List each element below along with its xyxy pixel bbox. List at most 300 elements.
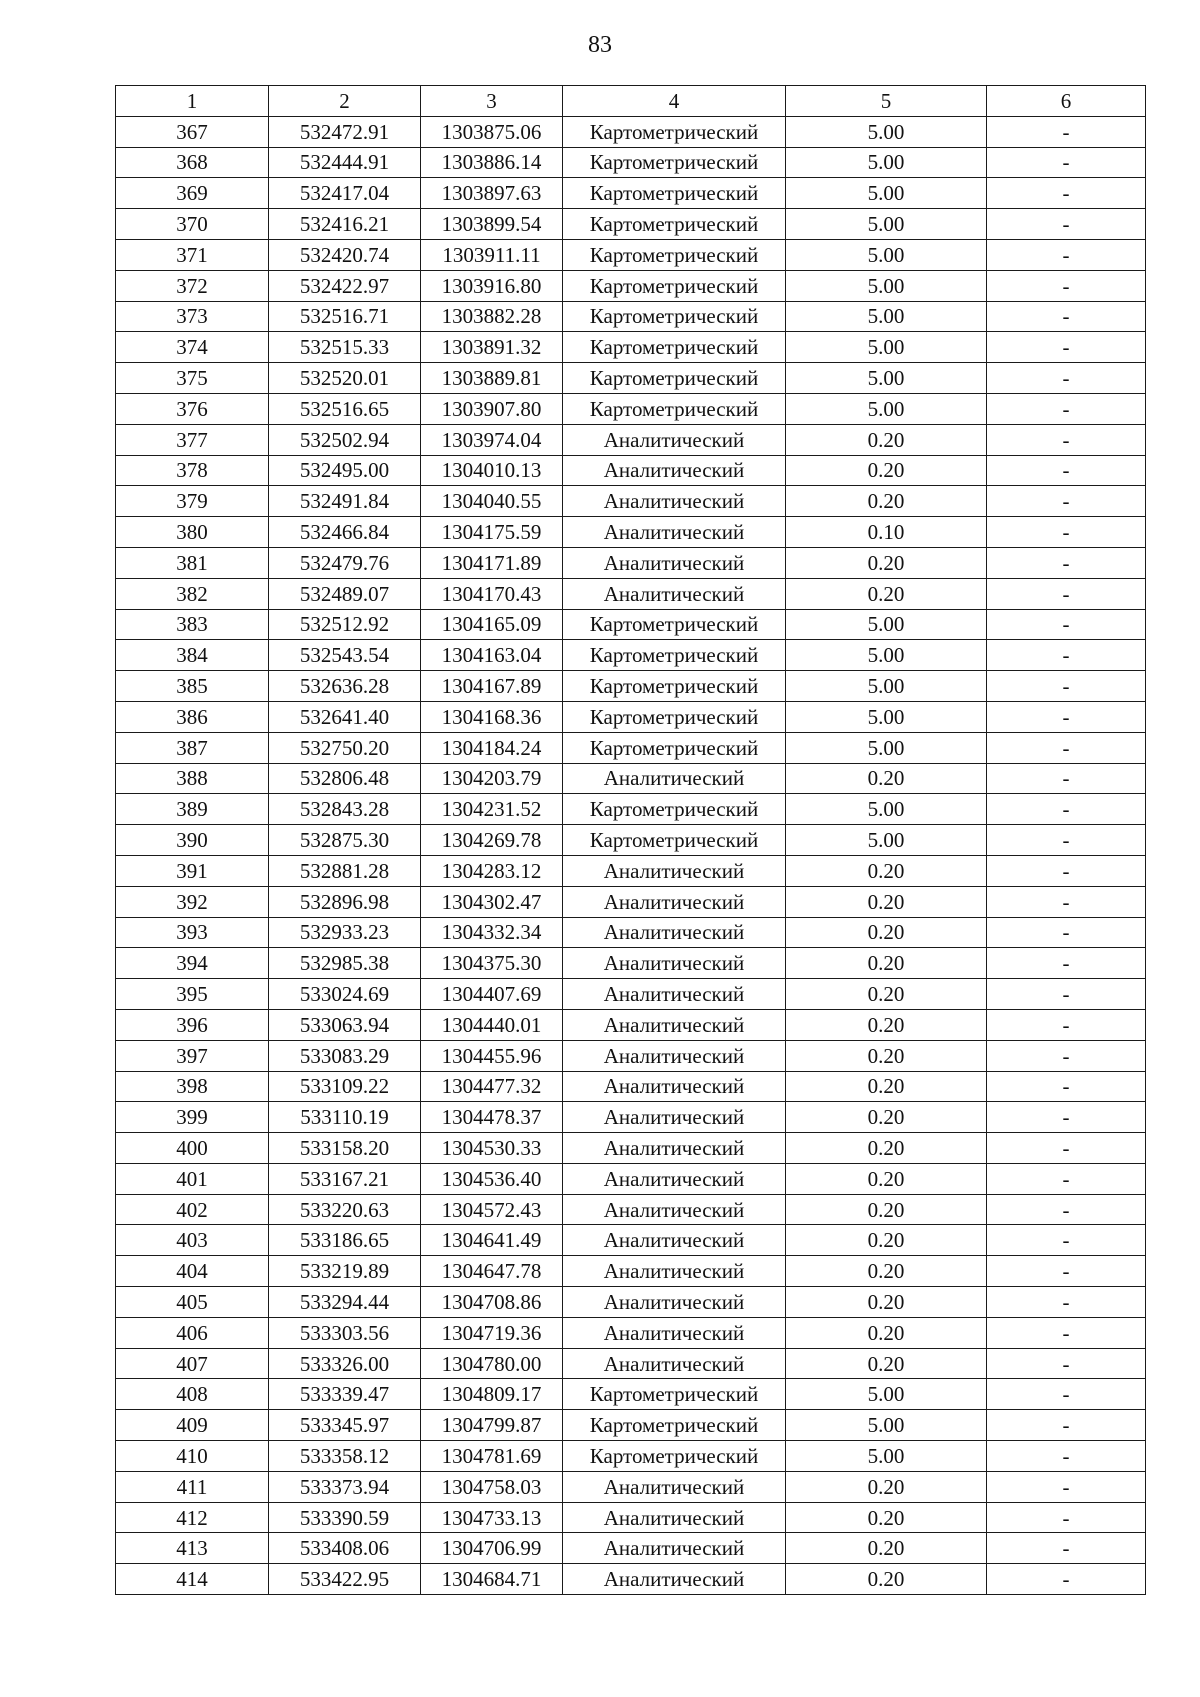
y-coordinate-cell: 1304171.89 [421,547,563,578]
x-coordinate-cell: 533326.00 [269,1348,421,1379]
x-coordinate-cell: 533408.06 [269,1533,421,1564]
accuracy-cell: 0.20 [786,1133,987,1164]
method-cell: Картометрический [563,209,786,240]
accuracy-cell: 5.00 [786,1379,987,1410]
note-cell: - [987,517,1146,548]
note-cell: - [987,332,1146,363]
point-number-cell: 388 [116,763,269,794]
note-cell: - [987,825,1146,856]
accuracy-cell: 5.00 [786,363,987,394]
note-cell: - [987,1441,1146,1472]
y-coordinate-cell: 1303875.06 [421,116,563,147]
method-cell: Аналитический [563,1287,786,1318]
note-cell: - [987,486,1146,517]
point-number-cell: 379 [116,486,269,517]
accuracy-cell: 5.00 [786,825,987,856]
x-coordinate-cell: 532641.40 [269,701,421,732]
column-header-4: 4 [563,86,786,117]
note-cell: - [987,948,1146,979]
table-row [116,578,1146,609]
note-cell: - [987,917,1146,948]
accuracy-cell: 0.20 [786,763,987,794]
point-number-cell: 393 [116,917,269,948]
method-cell: Аналитический [563,1163,786,1194]
accuracy-cell: 0.20 [786,886,987,917]
point-number-cell: 374 [116,332,269,363]
point-number-cell: 387 [116,732,269,763]
accuracy-cell: 0.20 [786,1194,987,1225]
table-row [116,147,1146,178]
note-cell: - [987,1256,1146,1287]
method-cell: Аналитический [563,1133,786,1164]
table-row [116,455,1146,486]
point-number-cell: 407 [116,1348,269,1379]
note-cell: - [987,393,1146,424]
point-number-cell: 376 [116,393,269,424]
table-row [116,701,1146,732]
column-header-6: 6 [987,86,1146,117]
note-cell: - [987,147,1146,178]
method-cell: Аналитический [563,948,786,979]
note-cell: - [987,640,1146,671]
note-cell: - [987,1502,1146,1533]
y-coordinate-cell: 1303886.14 [421,147,563,178]
x-coordinate-cell: 533158.20 [269,1133,421,1164]
note-cell: - [987,1071,1146,1102]
table-row [116,1533,1146,1564]
x-coordinate-cell: 532491.84 [269,486,421,517]
y-coordinate-cell: 1304530.33 [421,1133,563,1164]
x-coordinate-cell: 533220.63 [269,1194,421,1225]
note-cell: - [987,578,1146,609]
x-coordinate-cell: 533294.44 [269,1287,421,1318]
note-cell: - [987,1225,1146,1256]
method-cell: Картометрический [563,1441,786,1472]
accuracy-cell: 5.00 [786,1441,987,1472]
y-coordinate-cell: 1304758.03 [421,1471,563,1502]
note-cell: - [987,886,1146,917]
method-cell: Картометрический [563,147,786,178]
accuracy-cell: 5.00 [786,671,987,702]
x-coordinate-cell: 532543.54 [269,640,421,671]
accuracy-cell: 5.00 [786,1410,987,1441]
y-coordinate-cell: 1304184.24 [421,732,563,763]
point-number-cell: 404 [116,1256,269,1287]
table-row [116,763,1146,794]
table-row [116,1317,1146,1348]
y-coordinate-cell: 1303907.80 [421,393,563,424]
accuracy-cell: 0.10 [786,517,987,548]
method-cell: Аналитический [563,578,786,609]
method-cell: Картометрический [563,640,786,671]
point-number-cell: 384 [116,640,269,671]
note-cell: - [987,1410,1146,1441]
y-coordinate-cell: 1304165.09 [421,609,563,640]
method-cell: Аналитический [563,1256,786,1287]
note-cell: - [987,1194,1146,1225]
accuracy-cell: 0.20 [786,1009,987,1040]
table-row [116,1225,1146,1256]
point-number-cell: 381 [116,547,269,578]
x-coordinate-cell: 532520.01 [269,363,421,394]
note-cell: - [987,701,1146,732]
accuracy-cell: 0.20 [786,486,987,517]
table-row [116,794,1146,825]
y-coordinate-cell: 1304440.01 [421,1009,563,1040]
y-coordinate-cell: 1304407.69 [421,979,563,1010]
x-coordinate-cell: 533024.69 [269,979,421,1010]
y-coordinate-cell: 1304332.34 [421,917,563,948]
y-coordinate-cell: 1303911.11 [421,239,563,270]
accuracy-cell: 5.00 [786,239,987,270]
point-number-cell: 377 [116,424,269,455]
point-number-cell: 385 [116,671,269,702]
note-cell: - [987,455,1146,486]
column-header-5: 5 [786,86,987,117]
point-number-cell: 380 [116,517,269,548]
table-row [116,517,1146,548]
method-cell: Картометрический [563,239,786,270]
method-cell: Аналитический [563,1040,786,1071]
point-number-cell: 375 [116,363,269,394]
point-number-cell: 390 [116,825,269,856]
y-coordinate-cell: 1303899.54 [421,209,563,240]
accuracy-cell: 0.20 [786,1071,987,1102]
table-row [116,116,1146,147]
point-number-cell: 400 [116,1133,269,1164]
x-coordinate-cell: 532502.94 [269,424,421,455]
point-number-cell: 412 [116,1502,269,1533]
accuracy-cell: 0.20 [786,578,987,609]
method-cell: Картометрический [563,363,786,394]
method-cell: Аналитический [563,1225,786,1256]
note-cell: - [987,1533,1146,1564]
x-coordinate-cell: 532806.48 [269,763,421,794]
x-coordinate-cell: 532495.00 [269,455,421,486]
column-header-3: 3 [421,86,563,117]
table-row [116,855,1146,886]
table-row [116,1410,1146,1441]
accuracy-cell: 5.00 [786,301,987,332]
x-coordinate-cell: 532881.28 [269,855,421,886]
x-coordinate-cell: 532515.33 [269,332,421,363]
accuracy-cell: 0.20 [786,917,987,948]
method-cell: Картометрический [563,116,786,147]
y-coordinate-cell: 1303889.81 [421,363,563,394]
point-number-cell: 372 [116,270,269,301]
method-cell: Аналитический [563,886,786,917]
x-coordinate-cell: 532896.98 [269,886,421,917]
note-cell: - [987,763,1146,794]
note-cell: - [987,301,1146,332]
x-coordinate-cell: 533110.19 [269,1102,421,1133]
table-row [116,1502,1146,1533]
method-cell: Аналитический [563,1071,786,1102]
y-coordinate-cell: 1304283.12 [421,855,563,886]
x-coordinate-cell: 533219.89 [269,1256,421,1287]
method-cell: Картометрический [563,1410,786,1441]
y-coordinate-cell: 1304572.43 [421,1194,563,1225]
accuracy-cell: 5.00 [786,701,987,732]
x-coordinate-cell: 533303.56 [269,1317,421,1348]
table-row [116,732,1146,763]
accuracy-cell: 0.20 [786,1287,987,1318]
x-coordinate-cell: 532466.84 [269,517,421,548]
table-header [116,86,1146,117]
x-coordinate-cell: 533390.59 [269,1502,421,1533]
method-cell: Картометрический [563,1379,786,1410]
note-cell: - [987,609,1146,640]
point-number-cell: 389 [116,794,269,825]
x-coordinate-cell: 533083.29 [269,1040,421,1071]
y-coordinate-cell: 1304780.00 [421,1348,563,1379]
method-cell: Аналитический [563,486,786,517]
note-cell: - [987,239,1146,270]
x-coordinate-cell: 533109.22 [269,1071,421,1102]
point-number-cell: 406 [116,1317,269,1348]
y-coordinate-cell: 1304708.86 [421,1287,563,1318]
accuracy-cell: 0.20 [786,1225,987,1256]
y-coordinate-cell: 1304203.79 [421,763,563,794]
column-header-1: 1 [116,86,269,117]
accuracy-cell: 0.20 [786,979,987,1010]
point-number-cell: 397 [116,1040,269,1071]
point-number-cell: 401 [116,1163,269,1194]
x-coordinate-cell: 532416.21 [269,209,421,240]
x-coordinate-cell: 532516.65 [269,393,421,424]
y-coordinate-cell: 1303882.28 [421,301,563,332]
x-coordinate-cell: 532479.76 [269,547,421,578]
point-number-cell: 396 [116,1009,269,1040]
x-coordinate-cell: 532516.71 [269,301,421,332]
table-row [116,1441,1146,1472]
point-number-cell: 378 [116,455,269,486]
table-row [116,948,1146,979]
method-cell: Аналитический [563,1102,786,1133]
accuracy-cell: 0.20 [786,948,987,979]
accuracy-cell: 5.00 [786,640,987,671]
point-number-cell: 368 [116,147,269,178]
note-cell: - [987,855,1146,886]
x-coordinate-cell: 533063.94 [269,1009,421,1040]
table-row [116,1564,1146,1595]
y-coordinate-cell: 1304799.87 [421,1410,563,1441]
note-cell: - [987,1471,1146,1502]
method-cell: Картометрический [563,178,786,209]
table-row [116,609,1146,640]
y-coordinate-cell: 1303974.04 [421,424,563,455]
x-coordinate-cell: 532985.38 [269,948,421,979]
point-number-cell: 405 [116,1287,269,1318]
note-cell: - [987,116,1146,147]
note-cell: - [987,424,1146,455]
accuracy-cell: 0.20 [786,855,987,886]
table-row [116,671,1146,702]
y-coordinate-cell: 1304040.55 [421,486,563,517]
table-row [116,1256,1146,1287]
note-cell: - [987,1348,1146,1379]
y-coordinate-cell: 1304168.36 [421,701,563,732]
note-cell: - [987,1379,1146,1410]
method-cell: Аналитический [563,517,786,548]
point-number-cell: 382 [116,578,269,609]
note-cell: - [987,979,1146,1010]
method-cell: Аналитический [563,917,786,948]
table-row [116,486,1146,517]
y-coordinate-cell: 1304477.32 [421,1071,563,1102]
accuracy-cell: 0.20 [786,424,987,455]
y-coordinate-cell: 1304170.43 [421,578,563,609]
note-cell: - [987,209,1146,240]
note-cell: - [987,1040,1146,1071]
note-cell: - [987,794,1146,825]
accuracy-cell: 0.20 [786,1102,987,1133]
accuracy-cell: 0.20 [786,547,987,578]
accuracy-cell: 5.00 [786,116,987,147]
method-cell: Аналитический [563,979,786,1010]
accuracy-cell: 0.20 [786,1317,987,1348]
method-cell: Аналитический [563,763,786,794]
note-cell: - [987,1564,1146,1595]
point-number-cell: 403 [116,1225,269,1256]
method-cell: Аналитический [563,855,786,886]
x-coordinate-cell: 532417.04 [269,178,421,209]
coordinates-table [115,85,1146,1595]
table-body [116,116,1146,1594]
y-coordinate-cell: 1303916.80 [421,270,563,301]
table-row [116,1133,1146,1164]
point-number-cell: 369 [116,178,269,209]
x-coordinate-cell: 532933.23 [269,917,421,948]
point-number-cell: 373 [116,301,269,332]
table-row [116,825,1146,856]
x-coordinate-cell: 532843.28 [269,794,421,825]
x-coordinate-cell: 532875.30 [269,825,421,856]
y-coordinate-cell: 1304733.13 [421,1502,563,1533]
point-number-cell: 395 [116,979,269,1010]
method-cell: Картометрический [563,794,786,825]
y-coordinate-cell: 1304809.17 [421,1379,563,1410]
note-cell: - [987,178,1146,209]
note-cell: - [987,671,1146,702]
table-row [116,1379,1146,1410]
accuracy-cell: 5.00 [786,794,987,825]
table-row [116,424,1146,455]
note-cell: - [987,732,1146,763]
point-number-cell: 402 [116,1194,269,1225]
column-header-2: 2 [269,86,421,117]
point-number-cell: 370 [116,209,269,240]
x-coordinate-cell: 532472.91 [269,116,421,147]
x-coordinate-cell: 533358.12 [269,1441,421,1472]
table-row [116,1194,1146,1225]
table-row [116,886,1146,917]
method-cell: Аналитический [563,547,786,578]
table-row [116,209,1146,240]
y-coordinate-cell: 1304231.52 [421,794,563,825]
page-number: 83 [588,32,612,58]
accuracy-cell: 0.20 [786,455,987,486]
point-number-cell: 386 [116,701,269,732]
table-row [116,393,1146,424]
point-number-cell: 414 [116,1564,269,1595]
y-coordinate-cell: 1304010.13 [421,455,563,486]
x-coordinate-cell: 532422.97 [269,270,421,301]
point-number-cell: 367 [116,116,269,147]
method-cell: Аналитический [563,1009,786,1040]
method-cell: Аналитический [563,1502,786,1533]
point-number-cell: 409 [116,1410,269,1441]
table-row [116,1163,1146,1194]
table-row [116,1287,1146,1318]
table-row [116,178,1146,209]
x-coordinate-cell: 532444.91 [269,147,421,178]
header-row [116,86,1146,117]
table-row [116,979,1146,1010]
note-cell: - [987,270,1146,301]
table-row [116,917,1146,948]
y-coordinate-cell: 1304167.89 [421,671,563,702]
point-number-cell: 411 [116,1471,269,1502]
method-cell: Картометрический [563,393,786,424]
x-coordinate-cell: 533167.21 [269,1163,421,1194]
point-number-cell: 399 [116,1102,269,1133]
table-row [116,239,1146,270]
accuracy-cell: 5.00 [786,209,987,240]
y-coordinate-cell: 1304478.37 [421,1102,563,1133]
y-coordinate-cell: 1304163.04 [421,640,563,671]
y-coordinate-cell: 1304719.36 [421,1317,563,1348]
y-coordinate-cell: 1304302.47 [421,886,563,917]
accuracy-cell: 5.00 [786,609,987,640]
point-number-cell: 371 [116,239,269,270]
table-row [116,332,1146,363]
accuracy-cell: 0.20 [786,1564,987,1595]
y-coordinate-cell: 1304269.78 [421,825,563,856]
table-row [116,1102,1146,1133]
table-row [116,1009,1146,1040]
y-coordinate-cell: 1304455.96 [421,1040,563,1071]
accuracy-cell: 0.20 [786,1348,987,1379]
accuracy-cell: 5.00 [786,270,987,301]
accuracy-cell: 5.00 [786,732,987,763]
x-coordinate-cell: 532750.20 [269,732,421,763]
note-cell: - [987,1009,1146,1040]
x-coordinate-cell: 532512.92 [269,609,421,640]
note-cell: - [987,1102,1146,1133]
method-cell: Аналитический [563,1194,786,1225]
point-number-cell: 392 [116,886,269,917]
x-coordinate-cell: 532420.74 [269,239,421,270]
method-cell: Картометрический [563,609,786,640]
method-cell: Картометрический [563,270,786,301]
method-cell: Аналитический [563,1564,786,1595]
method-cell: Аналитический [563,424,786,455]
note-cell: - [987,547,1146,578]
method-cell: Аналитический [563,1317,786,1348]
y-coordinate-cell: 1304175.59 [421,517,563,548]
point-number-cell: 383 [116,609,269,640]
method-cell: Картометрический [563,332,786,363]
accuracy-cell: 0.20 [786,1502,987,1533]
table-row [116,640,1146,671]
table-row [116,1348,1146,1379]
x-coordinate-cell: 533422.95 [269,1564,421,1595]
point-number-cell: 408 [116,1379,269,1410]
table-row [116,547,1146,578]
note-cell: - [987,1133,1146,1164]
method-cell: Картометрический [563,701,786,732]
